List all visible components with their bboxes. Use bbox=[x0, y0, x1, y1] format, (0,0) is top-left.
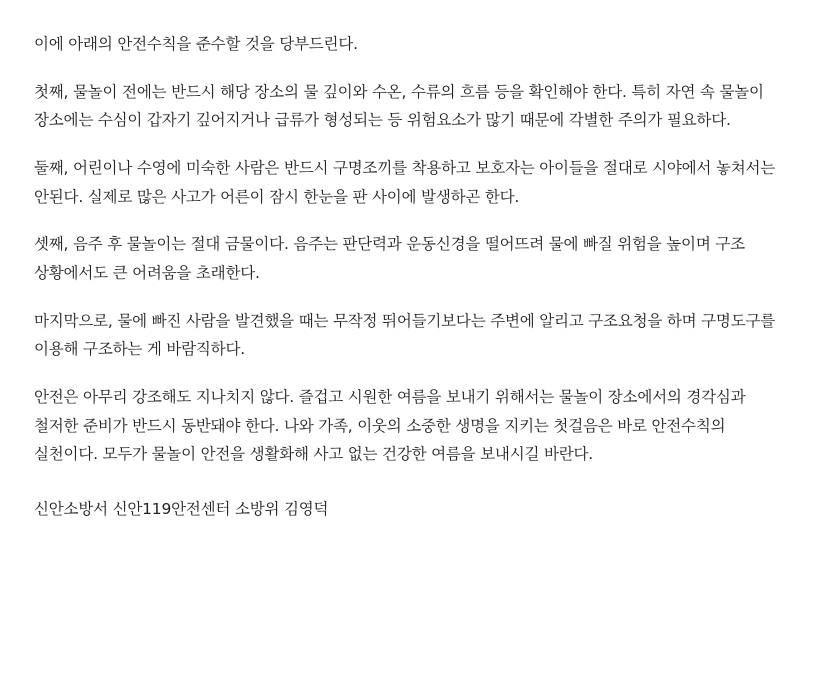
paragraph-rule-second: 둘째, 어린이나 수영에 미숙한 사람은 반드시 구명조끼를 착용하고 보호자는 아이들을 절대로 시야에서 놓쳐서는 안된다. 실제로 많은 사고가 어른이 잠시 한눈을 판 사이에 발생하곤 한다. bbox=[34, 159, 776, 206]
paragraph-rule-first: 첫째, 물놀이 전에는 반드시 해당 장소의 물 깊이와 수온, 수류의 흐름 등을 확인해야 한다. 특히 자연 속 물놀이 장소에는 수심이 갑자기 깊어지거나 급류가 형성되는 등 위험요소가 많기 때문에 각별한 주의가 필요하다. bbox=[34, 82, 764, 130]
paragraph-intro: 이에 아래의 안전수칙을 준수할 것을 당부드린다. bbox=[34, 35, 358, 53]
paragraph-rule-third: 셋째, 음주 후 물놀이는 절대 금물이다. 음주는 판단력과 운동신경을 떨어뜨려 물에 빠질 위험을 높이며 구조 상황에서도 큰 어려움을 초래한다. bbox=[34, 235, 745, 283]
article-byline: 신안소방서 신안119안전센터 소방위 김영덕 bbox=[34, 500, 329, 519]
paragraph-closing: 안전은 아무리 강조해도 지나치지 않다. 즐겁고 시원한 여름을 보내기 위해서는 물놀이 장소에서의 경각심과 철저한 준비가 반드시 동반돼야 한다. 나와 가족, 이웃의 소중한 생명을 지키는 첫걸음은 바로 안전수칙의 실천이다. 모두가 물놀이 안전을 생활화해 사고 없는 건강한 여름을 보내시길 바란다. bbox=[34, 388, 746, 464]
paragraph-rule-last: 마지막으로, 물에 빠진 사람을 발견했을 때는 무작정 뛰어들기보다는 주변에 알리고 구조요청을 하며 구명도구를 이용해 구조하는 게 바람직하다. bbox=[34, 311, 776, 359]
